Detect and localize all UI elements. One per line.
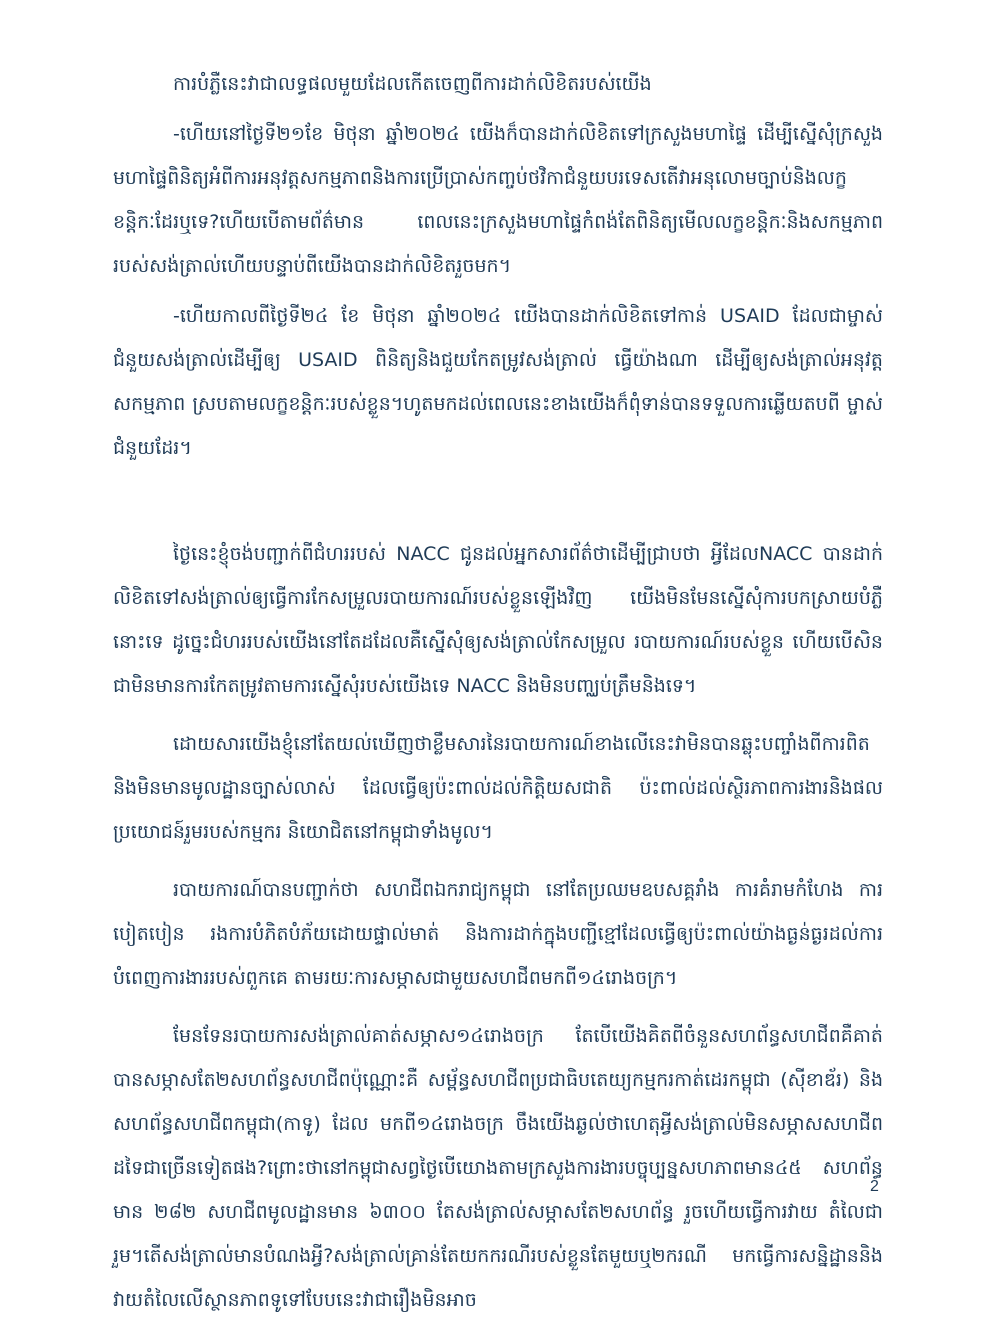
paragraph-nacc-position: ថ្ងៃនេះខ្ញុំចង់បញ្ជាក់ពីជំហររបស់ NACC ជូនដល់អ្នកសារព័ត៌ថាដើម្បីជ្រាបថា អ្វីដែលNACC បានដាក់លិខិតទៅសង់ត្រាល់ឲ្យធ្វើការកែសម្រួលរបាយការណ៍របស់ខ្លួនឡើងវិញ យើងមិនមែនស្នើសុំការបកស្រាយបំភ្លឺនោះទេ ដូច្នេះជំហររបស់យើងនៅតែដដែលគឺស្នើសុំឲ្យសង់ត្រាល់កែសម្រួល របាយការណ៍របស់ខ្លួន ហើយបើសិនជាមិនមានការកែតម្រូវតាមការស្នើសុំរបស់យើងទេ NACC និងមិនបញ្ឈប់ត្រឹមនិងទេ។ [113, 543, 883, 697]
paragraph-ministry-letter: -ហើយនៅថ្ងៃទី២១ខែ មិថុនា ឆ្នាំ២០២៤ យើងក៏បានដាក់លិខិតទៅក្រសួងមហាផ្ទៃ ដើម្បីស្នើសុំក្រសួងមហាផ្ទៃពិនិត្យអំពីការអនុវត្តសកម្មភាពនិងការប្រើប្រាស់កញ្ចប់ថវិកាជំនួយបរទេសតើវាអនុលោមច្បាប់និងលក្ខខន្តិកៈដែរឬទេ?ហើយបើតាមព័ត៌មាន ពេលនេះក្រសួងមហាផ្ទៃកំពង់តែពិនិត្យមើលលក្ខខន្តិកៈនិងសកម្មភាពរបស់សង់ត្រាល់ហើយបន្ទាប់ពីយើងបានដាក់លិខិតរួចមក។ [113, 123, 883, 277]
page-number: 2 [870, 1178, 879, 1195]
paragraph-interview-analysis: មែនទែនរបាយការសង់ត្រាល់គាត់សម្ភាស១៤រោងចក្រ តែបើយើងគិតពីចំនួនសហព័ន្ធសហជីពគឺគាត់បានសម្ភាសតែ២សហព័ន្ធសហជីពប៉ុណ្ណោះគឺ សម្ព័ន្ធសហជីពប្រជាធិបតេយ្យកម្មករកាត់ដេរកម្ពុជា (ស៊ីខាឌ័រ) និងសហព័ន្ធសហជីពកម្ពុជា(កាទូ) ដែល មកពី១៤រោងចក្រ ចឹងយើងឆ្ងល់ថាហេតុអ្វីសង់ត្រាល់មិនសម្ភាសសហជីពដទៃជាច្រើនទៀតផង?ព្រោះថានៅកម្ពុជាសព្វថ្ងៃបើយោងតាមក្រសួងការងារបច្ចុប្បន្នសហភាពមាន៤៥ សហព័ន្ធមាន ២៨២ សហជីពមូលដ្ឋានមាន ៦៣០០ តែសង់ត្រាល់សម្ភាសតែ២សហព័ន្ធ រួចហើយធ្វើការវាយ តំលៃជារួម។តើសង់ត្រាល់មានបំណងអ្វី?សង់ត្រាល់គ្រាន់តែយកករណីរបស់ខ្លួនតែមួយឬ២ករណី មកធ្វើការសន្និដ្ឋាននិងវាយតំលៃលើស្ថានភាពទូទៅបែបនេះវាជារឿងមិនអាច [113, 1025, 883, 1311]
paragraph-usaid-letter: -ហើយកាលពីថ្ងៃទី២៤ ខែ មិថុនា ឆ្នាំ២០២៤ យើងបានដាក់លិខិតទៅកាន់ USAID ដែលជាម្ចាស់ជំនួយសង់ត្រាល់ដើម្បីឲ្យ USAID ពិនិត្យនិងជួយកែតម្រូវសង់ត្រាល់ ធ្វើយ៉ាងណា ដើម្បីឲ្យសង់ត្រាល់អនុវត្តសកម្មភាព ស្របតាមលក្ខខន្តិកៈរបស់ខ្លួន។ហូតមកដល់ពេលនេះខាងយើងក៏ពុំទាន់បានទទួលការឆ្លើយតបពី ម្ចាស់ជំនួយដែរ។ [113, 305, 883, 459]
paragraph-intro: ការបំភ្លឺនេះវាជាលទ្ធផលមួយដែលកើតចេញពីការដាក់លិខិតរបស់យើង [173, 73, 652, 95]
document-body [113, 62, 883, 1322]
paragraph-report-claims: របាយការណ៍បានបញ្ជាក់ថា សហជីពឯករាជ្យកម្ពុជា នៅតែប្រឈមឧបសគ្គរាំង ការគំរាមកំហែង ការបៀតបៀន រងការបំភិតបំភ័យដោយផ្ទាល់មាត់ និងការដាក់ក្នុងបញ្ជីខ្មៅដែលធ្វើឲ្យប៉ះពាល់យ៉ាងធ្ងន់ធ្ងរដល់ការបំពេញការងាររបស់ពួកគេ តាមរយៈការសម្ភាសជាមួយសហជីពមកពី១៤រោងចក្រ។ [113, 879, 883, 989]
paragraph-report-content: ដោយសារយើងខ្ញុំនៅតែយល់ឃើញថាខ្លឹមសារនៃរបាយការណ៍ខាងលើនេះវាមិនបានឆ្លុះបញ្ចាំងពីការពិតនិងមិនមានមូលដ្ឋានច្បាស់លាស់ ដែលធ្វើឲ្យប៉ះពាល់ដល់កិត្តិយសជាតិ ប៉ះពាល់ដល់ស្ថិរភាពការងារនិងផលប្រយោជន៍រួមរបស់កម្មករ និយោជិតនៅកម្ពុជាទាំងមូល។ [113, 733, 883, 843]
